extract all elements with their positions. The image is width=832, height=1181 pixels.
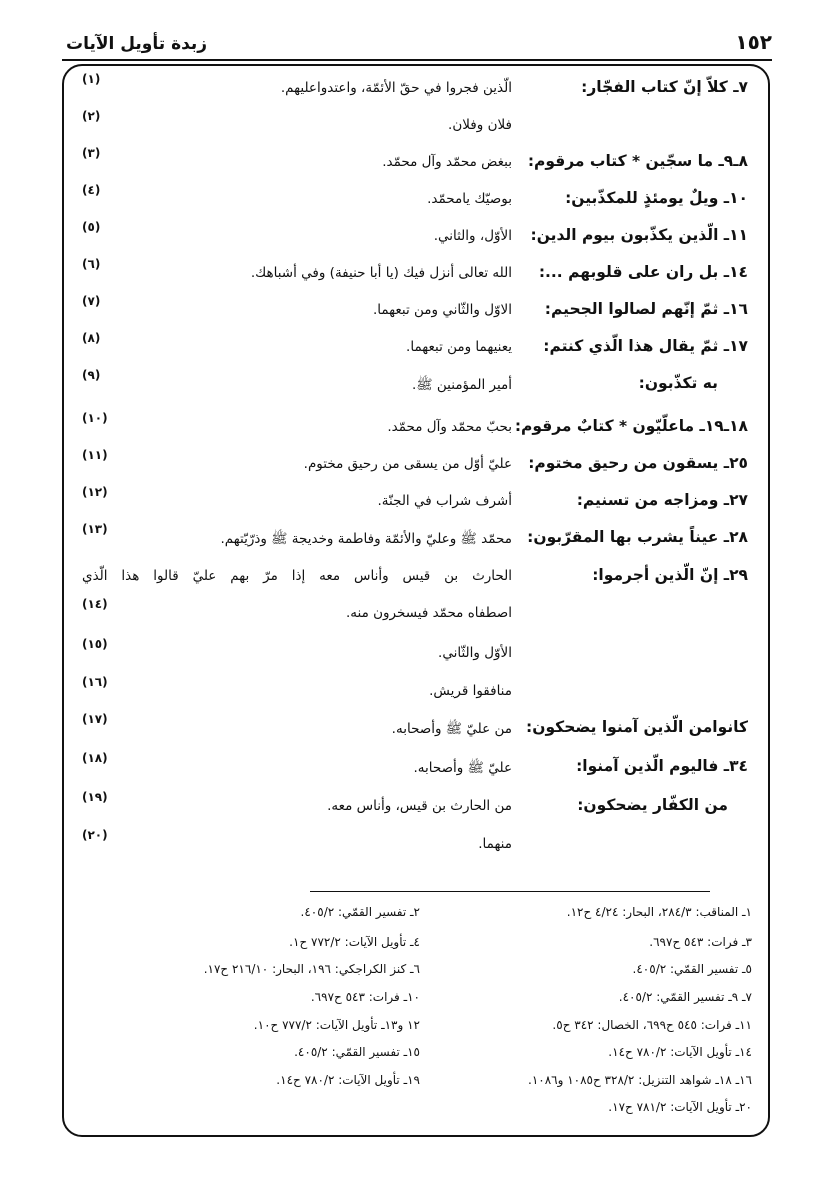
verse-text: ٧ـ كلاّ إنّ كتاب الفجّار: (581, 78, 748, 96)
commentary-text: منهما. (478, 836, 512, 852)
entry-row (62, 560, 770, 596)
commentary-text: بحبّ محمّد وآل محمّد. (387, 419, 512, 435)
footnote-ref: (١١) (82, 448, 108, 462)
commentary-text: محمّد ﷺ وعليّ والأئمّة وفاطمة وخديجة ﷺ وذرّيّتهم. (220, 531, 512, 547)
verse-text: كانوامن الّذين آمنوا يضحكون: (526, 718, 748, 736)
commentary-text: ببغض محمّد وآل محمّد. (382, 154, 512, 170)
commentary-text: بوصيّك يامحمّد. (427, 191, 512, 207)
entry-row (62, 448, 770, 484)
running-title: زبدة تأويل الآيات (66, 34, 208, 54)
commentary-text: يعنيهما ومن تبعهما. (406, 339, 512, 355)
verse-text: ٨ـ٩ـ ما سجّين * كتاب مرقوم: (527, 152, 748, 170)
entry-row (62, 790, 770, 826)
verse-text: ٢٧ـ ومزاجه من تسنيم: (576, 491, 748, 509)
entry-row (62, 522, 770, 558)
footnote-ref: (٩) (82, 368, 101, 382)
footnote-ref: (١٤) (82, 597, 108, 611)
commentary-text: الّذين فجروا في حقّ الأئمّة، واعتدواعليهم. (280, 80, 512, 96)
entry-row (62, 597, 770, 633)
commentary-text: فلان وفلان. (448, 117, 512, 133)
entry-row (62, 109, 770, 145)
commentary-text: الأوّل، والثاني. (433, 228, 512, 244)
verse-text: ٣٤ـ فاليوم الّذين آمنوا: (576, 757, 748, 775)
commentary-text: أمير المؤمنين ﷺ. (412, 377, 512, 393)
verse-text: ١١ـ الّذين يكذّبون بيوم الدين: (530, 226, 748, 244)
entry-row (62, 712, 770, 748)
footnote: ١ـ المناقب: ٢٨٤/٣، البحار: ٤/٢٤ ح١٢. (566, 905, 752, 919)
verse-text: ٢٥ـ يسقون من رحيق مختوم: (528, 454, 748, 472)
commentary-text: الأوّل والثّاني. (438, 645, 512, 661)
footnote-ref: (١) (82, 72, 101, 86)
verse-text: به تكذّبون: (638, 374, 718, 392)
footnote: ٢ـ تفسير القمّي: ٤٠٥/٢. (300, 905, 420, 919)
commentary-text: عليّ أوّل من يسقى من رحيق مختوم. (303, 456, 512, 472)
footnote-ref: (٢) (82, 109, 101, 123)
commentary-text: من عليّ ﷺ وأصحابه. (391, 721, 512, 737)
footnote-ref: (٧) (82, 294, 101, 308)
entry-row (62, 751, 770, 787)
footnote: ١١ـ فرات: ٥٤٥ ح٦٩٩، الخصال: ٣٤٢ ح٥. (552, 1018, 752, 1032)
footnote-ref: (٣) (82, 146, 101, 160)
footnote-ref: (١٩) (82, 790, 108, 804)
page-number: ١٥٢ (735, 30, 772, 54)
entry-row (62, 146, 770, 182)
entry-row (62, 257, 770, 293)
footnote: ١٤ـ تأويل الآيات: ٧٨٠/٢ ح١٤. (608, 1045, 752, 1059)
footnote: ٢٠ـ تأويل الآيات: ٧٨١/٢ ح١٧. (608, 1100, 752, 1114)
commentary-text: الله تعالى أنزل فيك (يا أبا حنيفة) وفي أشباهك. (250, 265, 512, 281)
footnote-ref: (٨) (82, 331, 101, 345)
footnote-ref: (١٧) (82, 712, 108, 726)
entry-row (62, 183, 770, 219)
footnote: ٣ـ فرات: ٥٤٣ ح٦٩٧. (649, 935, 752, 949)
verse-text: ١٦ـ ثمّ إنّهم لصالوا الجحيم: (544, 300, 748, 318)
footnote: ١٢ و١٣ـ تأويل الآيات: ٧٧٧/٢ ح١٠. (253, 1018, 420, 1032)
footnote: ٦ـ كنز الكراجكي: ١٩٦، البحار: ٢١٦/١٠ ح١٧. (203, 962, 420, 976)
footnote-rule (310, 891, 710, 892)
footnote: ١٠ـ فرات: ٥٤٣ ح٦٩٧. (310, 990, 420, 1004)
footnote: ٤ـ تأويل الآيات: ٧٧٢/٢ ح١. (289, 935, 420, 949)
entry-row (62, 368, 770, 404)
footnote-ref: (١٣) (82, 522, 108, 536)
commentary-text: اصطفاه محمّد فيسخرون منه. (345, 605, 512, 621)
footnote-ref: (١٠) (82, 411, 108, 425)
footnote-ref: (١٦) (82, 675, 108, 689)
entry-row (62, 294, 770, 330)
verse-text: من الكفّار يضحكون: (577, 796, 728, 814)
verse-text: ١٠ـ ويلٌ يومئذٍ للمكذّبين: (565, 189, 748, 207)
footnote-ref: (١٨) (82, 751, 108, 765)
entry-row (62, 220, 770, 256)
footnote-ref: (٢٠) (82, 828, 108, 842)
verse-text: ٢٩ـ إنّ الّذين أجرموا: (592, 566, 748, 584)
verse-text: ١٧ـ ثمّ يقال هذا الّذي كنتم: (543, 337, 748, 355)
footnote: ١٦ـ ١٨ـ شواهد التنزيل: ٣٢٨/٢ ح١٠٨٥ و١٠٨٦. (527, 1073, 752, 1087)
commentary-text: عليّ ﷺ وأصحابه. (413, 760, 512, 776)
entry-row (62, 411, 770, 447)
verse-text: ١٨ـ١٩ـ ماعلّيّون * كتابٌ مرقوم: (514, 417, 748, 435)
commentary-text: أشرف شراب في الجنّة. (377, 493, 512, 509)
commentary-text: الحارث بن قيس وأناس معه إذا مرّ بهم عليّ قالوا هذا الّذي (82, 568, 512, 584)
footnote-ref: (٥) (82, 220, 101, 234)
footnote-ref: (١٥) (82, 637, 108, 651)
footnote-ref: (١٢) (82, 485, 108, 499)
footnote: ١٥ـ تفسير القمّي: ٤٠٥/٢. (294, 1045, 420, 1059)
commentary-text: منافقوا قريش. (429, 683, 512, 699)
footnote: ٥ـ تفسير القمّي: ٤٠٥/٢. (632, 962, 752, 976)
verse-text: ٢٨ـ عيناً يشرب بها المقرّبون: (527, 528, 748, 546)
entry-row (62, 331, 770, 367)
footnote: ٧ـ ٩ـ تفسير القمّي: ٤٠٥/٢. (618, 990, 752, 1004)
footnote-ref: (٤) (82, 183, 101, 197)
footnote: ١٩ـ تأويل الآيات: ٧٨٠/٢ ح١٤. (276, 1073, 420, 1087)
header-rule (62, 59, 772, 61)
verse-text: ١٤ـ بل ران على قلوبهم ...: (538, 263, 748, 281)
entry-row (62, 828, 770, 864)
entry-row (62, 637, 770, 673)
commentary-text: من الحارث بن قيس، وأناس معه. (327, 798, 512, 814)
entry-row (62, 675, 770, 711)
entry-row (62, 72, 770, 108)
footnote-ref: (٦) (82, 257, 101, 271)
commentary-text: الاوّل والثّاني ومن تبعهما. (372, 302, 512, 318)
entry-row (62, 485, 770, 521)
